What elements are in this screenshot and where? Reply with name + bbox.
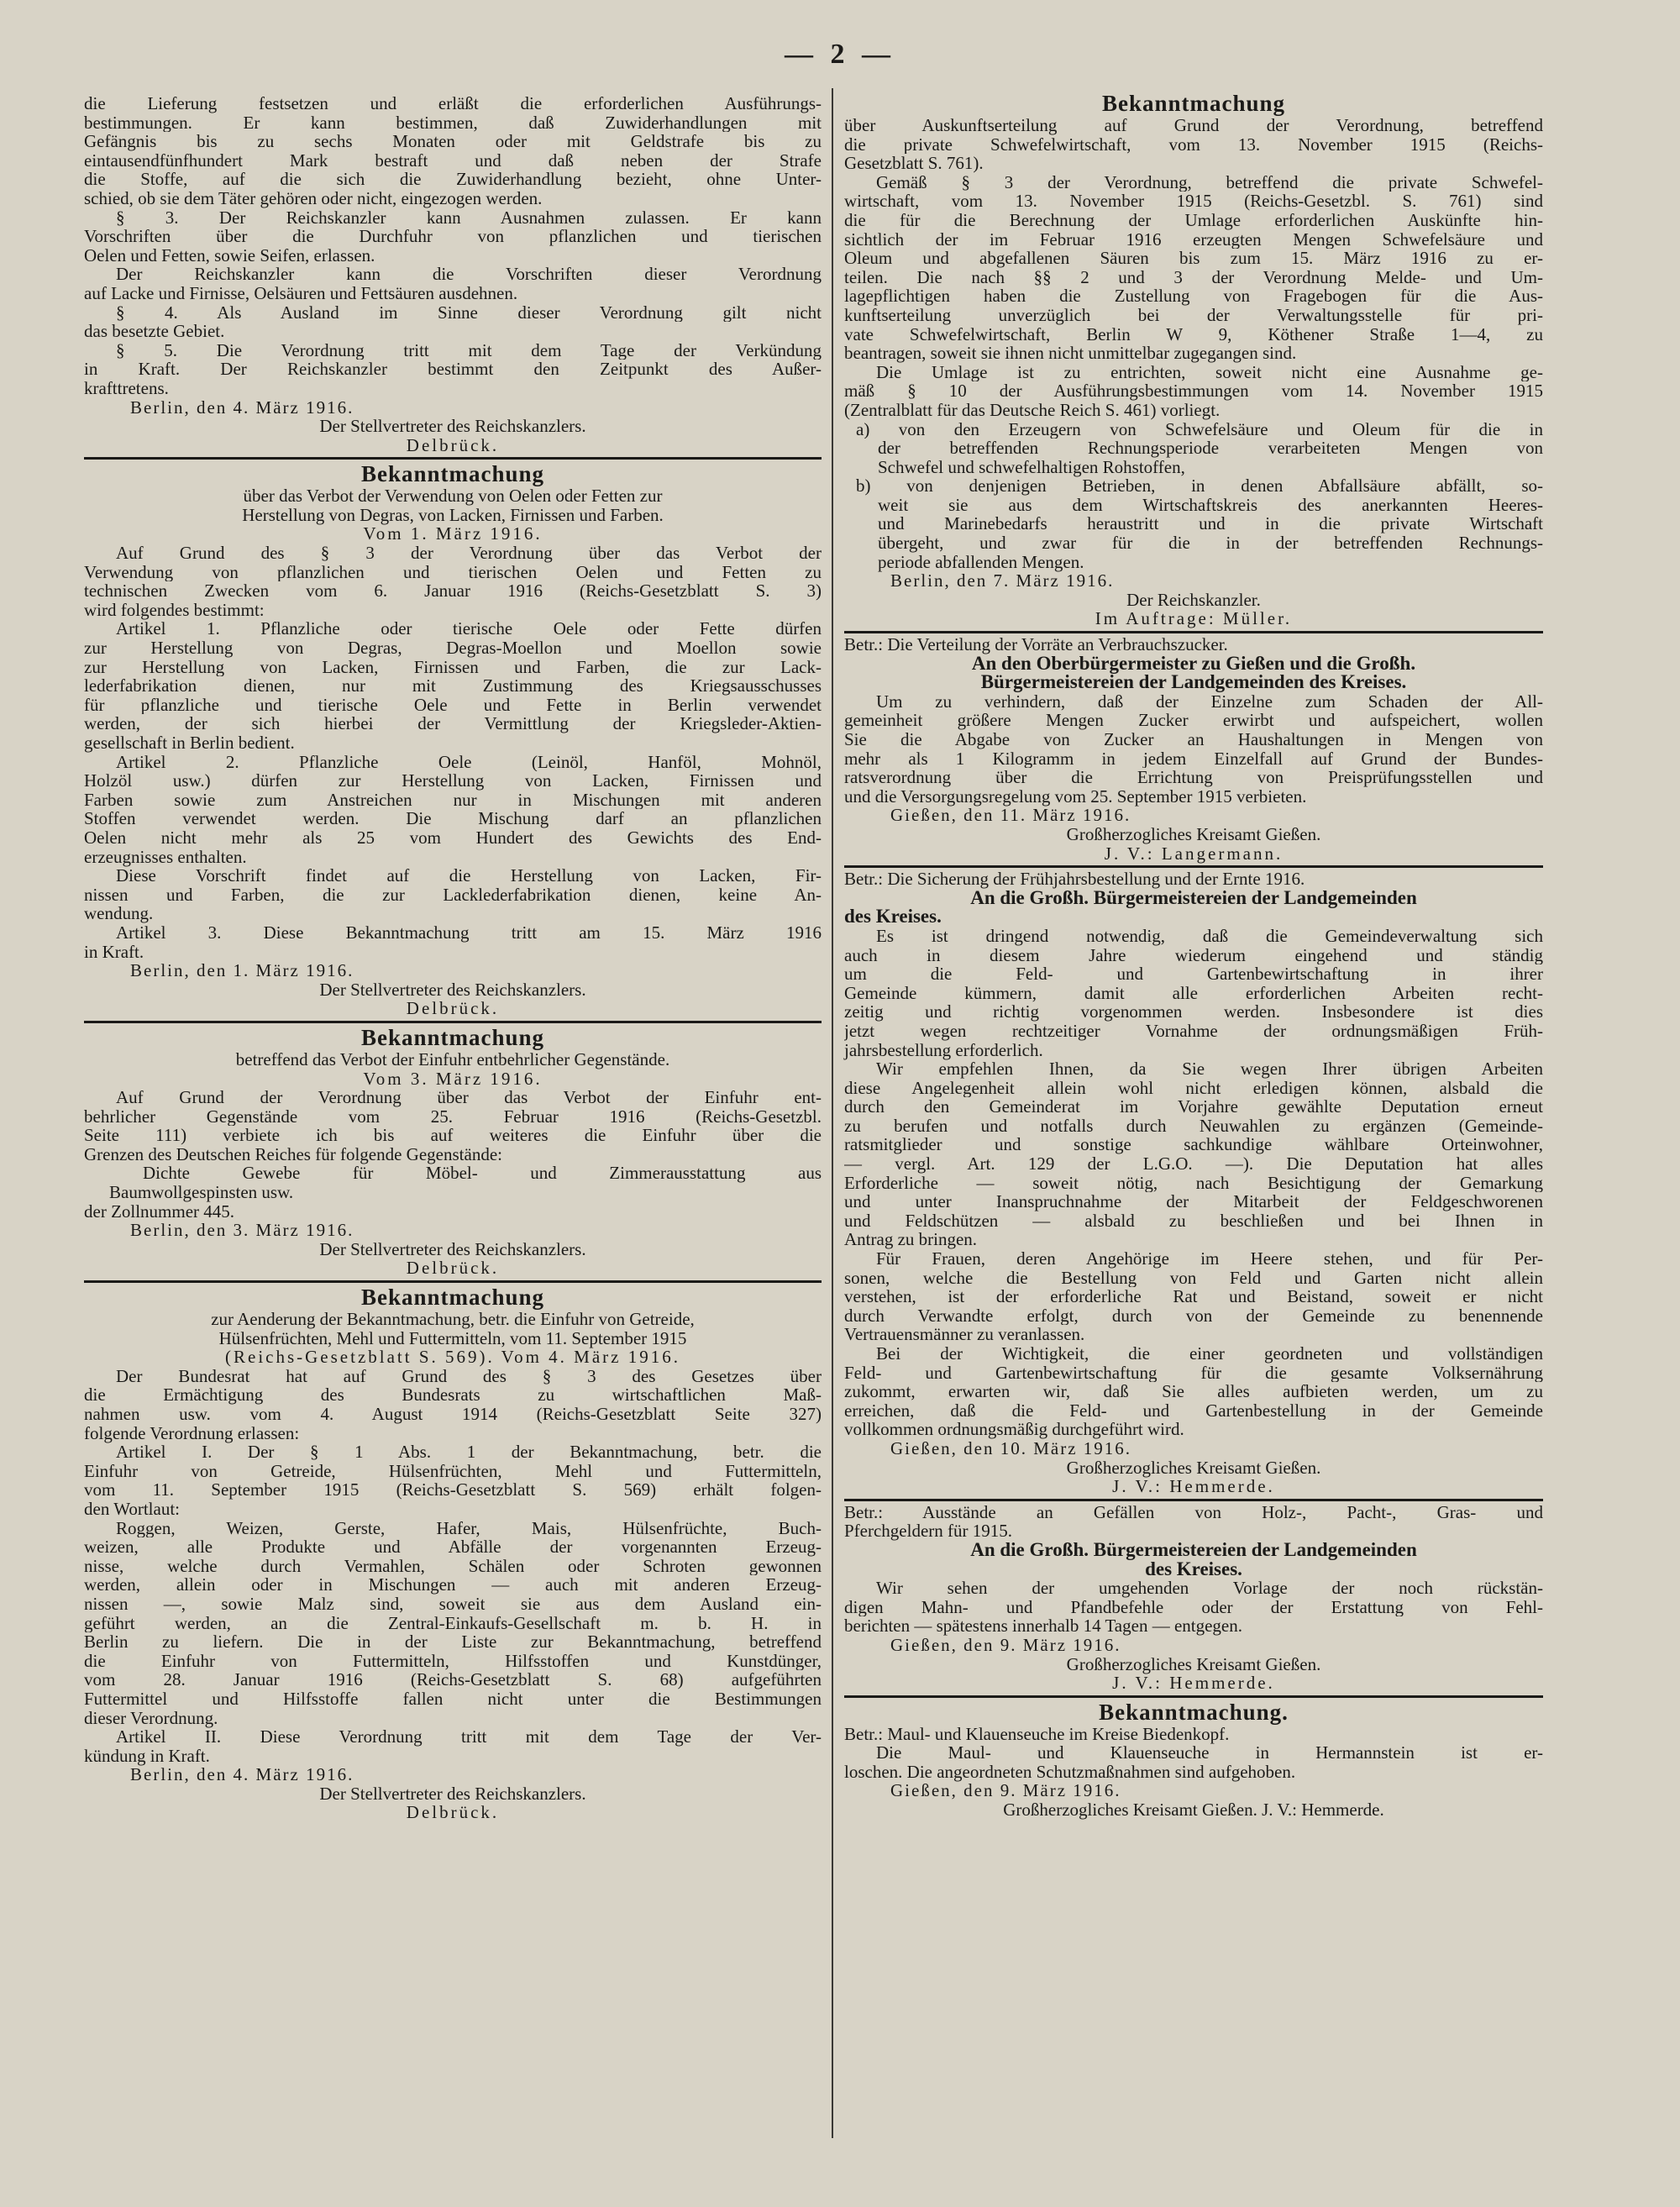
section-rule: [844, 1695, 1543, 1698]
text-line: lagepflichtigen haben die Zustellung von Fragebogen für die Aus-: [844, 286, 1543, 306]
text-line: Diese Vorschrift findet auf die Herstellung von Lacken, Fir-: [116, 866, 822, 885]
paragraph: [844, 927, 1543, 1059]
text-line: Artikel I. Der § 1 Abs. 1 der Bekanntmachung, betr. die: [116, 1442, 822, 1462]
text-line: Bei der Wichtigkeit, die einer geordneten und vollständigen: [876, 1344, 1543, 1364]
text-line: Sie die Abgabe von Zucker an Haushaltungen in Mengen von: [844, 730, 1543, 749]
text-line: vate Schwefelwirtschaft, Berlin W 9, Köthener Straße 1—4, zu: [844, 324, 1543, 344]
paragraph: [84, 208, 822, 265]
text-line: durch den Gemeinderat im Vorjahre gewählte Deputation erneut: [844, 1097, 1543, 1117]
text-line: wendung.: [84, 903, 154, 924]
text-line: Farben sowie zum Anstreichen nur in Mischungen mit anderen: [84, 790, 822, 810]
text-line: ratsmitglieder und sonstige sachkundige wählbare Orteinwohner,: [844, 1135, 1543, 1155]
text-line: in Kraft.: [84, 941, 144, 962]
text-line: die Einfuhr von Futtermitteln, Hilfsstoffen und Kunstdünger,: [84, 1651, 822, 1671]
text-line: b) von denjenigen Betrieben, in denen Abfallsäure abfällt, so-: [856, 476, 1543, 496]
subject-line: [844, 635, 1543, 654]
text-line: Wir empfehlen Ihnen, da Sie wegen Ihrer übrigen Arbeiten: [876, 1059, 1543, 1079]
text-line: (Zentralblatt für das Deutsche Reich S. 461) vorliegt.: [844, 399, 1221, 420]
text-line: Delbrück.: [406, 998, 500, 1019]
text-line: um die Feld- und Gartenbewirtschaftung in ihrer: [844, 964, 1543, 984]
addressee-heading: [844, 907, 1543, 927]
text-line: dieser Verordnung.: [84, 1707, 218, 1728]
text-line: An die Großh. Bürgermeistereien der Landgemeinden: [970, 1538, 1417, 1560]
paragraph: [84, 866, 822, 923]
right-column: [844, 91, 1543, 1820]
text-line: den Wortlaut:: [84, 1498, 180, 1519]
place-date-line: [844, 806, 1543, 825]
text-line: Der Stellvertreter des Reichskanzlers.: [319, 979, 586, 1000]
text-line: diese Angelegenheit allein wohl nicht erledigen können, alsbald die: [844, 1078, 1543, 1098]
text-line: zur Herstellung von Lacken, Firnissen und Farben, die zur Lack-: [84, 657, 822, 677]
text-line: wird folgendes bestimmt:: [84, 599, 265, 620]
paragraph: [844, 1059, 1543, 1249]
text-line: loschen. Die angeordneten Schutzmaßnahmen sind aufgehoben.: [844, 1761, 1296, 1782]
text-line: Herstellung von Degras, von Lacken, Firnissen und Farben.: [242, 504, 664, 525]
text-line: berichten — spätestens innerhalb 14 Tagen — entgegen.: [844, 1616, 1242, 1637]
text-line: Berlin, den 4. März 1916.: [130, 397, 354, 418]
text-line: J. V.: Langermann.: [1104, 843, 1284, 864]
text-line: zukommt, erwarten wir, daß Sie alles aufbieten werden, um zu: [844, 1382, 1543, 1401]
text-line: Betr.: Die Verteilung der Vorräte an Verbrauchszucker.: [844, 634, 1228, 655]
text-line: Feld- und Gartenbewirtschaftung für die gesamte Volksernährung: [844, 1363, 1543, 1383]
text-line: lederfabrikation dienen, nur mit Zustimmung des Kriegsausschusses: [84, 676, 822, 696]
text-line: übergeht, und zwar für die in der betreffenden Rechnungs-: [878, 533, 1543, 553]
text-line: folgende Verordnung erlassen:: [84, 1422, 300, 1443]
place-date-line: [84, 398, 822, 418]
text-line: krafttretens.: [84, 377, 169, 398]
section-rule: [844, 1499, 1543, 1501]
text-line: über das Verbot der Verwendung von Oelen oder Fetten zur: [243, 486, 663, 507]
text-line: das besetzte Gebiet.: [84, 321, 225, 342]
text-line: die Lieferung festsetzen und erläßt die erforderlichen Ausführungs-: [84, 94, 822, 113]
text-line: und die Versorgungsregelung vom 25. September 1915 verbieten.: [844, 786, 1307, 807]
text-line: Bürgermeistereien der Landgemeinden des Kreises.: [980, 671, 1407, 693]
text-line: Stoffen verwendet werden. Die Mischung darf an pflanzlichen: [84, 809, 822, 828]
paragraph: [84, 265, 822, 302]
text-line: des Kreises.: [844, 906, 942, 927]
notice-heading: [84, 1285, 822, 1310]
paragraph: [84, 1164, 822, 1201]
text-line: und Marinebedarfs heraustritt und in die private Wirtschaft: [878, 514, 1543, 534]
paragraph: [844, 1344, 1543, 1439]
paragraph: [844, 692, 1543, 807]
place-date-line: [84, 1765, 822, 1784]
text-line: vollkommen ordnungsmäßig durchgeführt wird.: [844, 1419, 1184, 1440]
subject-line: [844, 870, 1543, 889]
text-line: Der Stellvertreter des Reichskanzlers.: [319, 1783, 586, 1804]
text-line: wirtschaft, vom 13. November 1915 (Reichs-Gesetzbl. S. 761) sind: [844, 192, 1543, 211]
paragraph: [844, 363, 1543, 420]
centered-text: [844, 591, 1543, 628]
text-line: sichtlich der im Februar 1916 erzeugten Mengen Schwefelsäure und: [844, 229, 1543, 250]
text-line: a) von den Erzeugern von Schwefelsäure und Oleum für die in: [856, 419, 1543, 439]
text-line: Gesetzblatt S. 761).: [844, 153, 984, 174]
text-line: weit sie aus dem Wirtschaftskreis des anerkannten Heeres-: [878, 495, 1543, 515]
text-line: periode abfallenden Mengen.: [878, 551, 1084, 572]
text-line: jetzt wegen rechtzeitiger Vornahme der ordnungsmäßigen Früh-: [844, 1021, 1543, 1041]
paragraph: [84, 341, 822, 398]
text-line: erreichen, daß die Feld- und Gartenbestellung in der Gemeinde: [844, 1400, 1543, 1421]
text-line: Die Umlage ist zu entrichten, soweit nicht eine Ausnahme ge-: [876, 362, 1543, 382]
text-line: betreffend das Verbot der Einfuhr entbehrlicher Gegenstände.: [235, 1048, 670, 1069]
text-line: An den Oberbürgermeister zu Gießen und die Großh.: [971, 652, 1416, 674]
text-line: behrlicher Gegenstände vom 25. Februar 1916 (Reichs-Gesetzbl.: [84, 1106, 822, 1127]
text-line: teilen. Die nach §§ 2 und 3 der Verordnung Melde- und Um-: [844, 267, 1543, 287]
text-line: J. V.: Hemmerde.: [1112, 1673, 1275, 1694]
text-line: Delbrück.: [406, 1802, 500, 1823]
text-line: Verwendung von pflanzlichen und tierischen Oelen und Fetten zu: [84, 562, 822, 582]
text-line: zur Herstellung von Degras, Degras-Moellon und Moellon sowie: [84, 638, 822, 658]
text-line: Der Bundesrat hat auf Grund des § 3 des Gesetzes über: [116, 1366, 822, 1386]
text-line: Delbrück.: [406, 434, 500, 455]
text-line: Vom 3. März 1916.: [363, 1068, 543, 1089]
place-date-line: [84, 961, 822, 980]
section-rule: [84, 1280, 822, 1283]
text-line: auch in diesem Jahre wiederum eingehend und ständig: [844, 945, 1543, 965]
text-line: An die Großh. Bürgermeistereien der Landgemeinden: [970, 886, 1417, 908]
text-line: Artikel 2. Pflanzliche Oele (Leinöl, Hanföl, Mohnöl,: [116, 752, 822, 772]
text-line: mehr als 1 Kilogramm in jedem Einzelfall auf Grund der Bundes-: [844, 749, 1543, 769]
text-line: § 4. Als Ausland im Sinne dieser Verordnung gilt nicht: [116, 302, 822, 323]
text-line: gemeinheit größere Mengen Zucker erwirbt und aufspeichert, wollen: [844, 711, 1543, 730]
text-line: § 5. Die Verordnung tritt mit dem Tage der Verkündung: [116, 340, 822, 360]
paragraph: [84, 619, 822, 752]
text-line: Gemeinde kümmern, damit alle erforderlichen Arbeiten recht-: [844, 983, 1543, 1003]
text-line: durch Verwandte erfolgt, durch von der Gemeinde zu benennende: [844, 1306, 1543, 1326]
text-line: Berlin zu liefern. Die in der Liste zur Bekanntmachung, betreffend: [84, 1632, 822, 1652]
text-line: kündung in Kraft.: [84, 1745, 210, 1766]
text-line: Artikel II. Diese Verordnung tritt mit dem Tage der Ver-: [116, 1727, 822, 1747]
text-line: Betr.: Ausstände an Gefällen von Holz-, Pacht-, Gras- und: [844, 1502, 1543, 1522]
text-line: verstehen, ist der erforderliche Rat und Beistand, soweit er nicht: [844, 1287, 1543, 1306]
paragraph: [844, 1249, 1543, 1344]
text-line: Großherzogliches Kreisamt Gießen.: [1066, 823, 1321, 844]
text-line: Roggen, Weizen, Gerste, Hafer, Mais, Hülsenfrüchte, Buch-: [116, 1518, 822, 1538]
text-line: Gemäß § 3 der Verordnung, betreffend die private Schwefel-: [876, 172, 1543, 192]
notice-heading: [84, 461, 822, 486]
centered-text: [84, 1310, 822, 1367]
text-line: Hülsenfrüchten, Mehl und Futtermitteln, vom 11. September 1915: [218, 1327, 687, 1348]
text-line: Artikel 3. Diese Bekanntmachung tritt am 15. März 1916: [116, 922, 822, 943]
text-line: Dichte Gewebe für Möbel- und Zimmerausstattung aus: [143, 1164, 822, 1184]
text-line: geführt werden, an die Zentral-Einkaufs-Gesellschaft m. b. H. in: [84, 1613, 822, 1633]
text-line: der betreffenden Rechnungsperiode verarbeiteten Mengen von: [878, 439, 1543, 458]
text-line: Gefängnis bis zu sechs Monaten oder mit Geldstrafe bis zu: [84, 132, 822, 151]
text-line: auf Lacke und Firnisse, Oelsäuren und Fettsäuren ausdehnen.: [84, 282, 518, 303]
paragraph: [84, 753, 822, 867]
text-line: in Kraft. Der Reichskanzler bestimmt den Zeitpunkt des Außer-: [84, 360, 822, 379]
list-item: [844, 476, 1543, 571]
paragraph: [844, 116, 1543, 173]
text-line: die Stoffe, auf die sich die Zuwiderhandlung bezieht, ohne Unter-: [84, 170, 822, 189]
text-line: Delbrück.: [406, 1258, 500, 1279]
text-line: über Auskunftserteilung auf Grund der Verordnung, betreffend: [844, 116, 1543, 135]
text-line: und Feldschützen — alsbald zu beschließen und bei Ihnen in: [844, 1211, 1543, 1231]
section-rule: [84, 1021, 822, 1023]
page-number: — 2 —: [785, 39, 895, 70]
text-line: Einfuhr von Getreide, Hülsenfrüchten, Mehl und Futtermitteln,: [84, 1461, 822, 1481]
place-date-line: [844, 571, 1543, 591]
text-line: Futtermittel und Hilfsstoffe fallen nicht unter die Bestimmungen: [84, 1689, 822, 1709]
centered-text: [84, 1784, 822, 1822]
text-line: Pferchgeldern für 1915.: [844, 1521, 1013, 1542]
centered-text: [84, 417, 822, 455]
text-line: schied, ob sie dem Täter gehören oder nicht, eingezogen werden.: [84, 187, 543, 208]
text-line: Berlin, den 7. März 1916.: [890, 570, 1115, 591]
centered-text: [84, 980, 822, 1018]
text-line: Für Frauen, deren Angehörige im Heere stehen, und für Per-: [876, 1249, 1543, 1269]
text-line: Betr.: Maul- und Klauenseuche im Kreise Biedenkopf.: [844, 1723, 1230, 1744]
text-line: Holzöl usw.) dürfen zur Herstellung von Lacken, Firnissen und: [84, 771, 822, 791]
text-line: Die Maul- und Klauenseuche in Hermannstein ist er-: [876, 1743, 1543, 1763]
text-line: Bekanntmachung: [360, 461, 545, 487]
text-line: die private Schwefelwirtschaft, vom 13. November 1915 (Reichs-: [844, 134, 1543, 155]
paragraph: [84, 923, 822, 961]
text-line: Um zu verhindern, daß der Einzelne zum Schaden der All-: [876, 691, 1543, 712]
text-line: nisse, welche durch Vermahlen, Schälen oder Schroten gewonnen: [84, 1556, 822, 1576]
text-line: Bekanntmachung: [1101, 91, 1286, 116]
text-line: erzeugnisses enthalten.: [84, 846, 247, 867]
text-line: werden, allein oder in Mischungen — auch mit anderen Erzeug-: [84, 1575, 822, 1595]
paragraph: [844, 173, 1543, 363]
centered-text: [84, 1240, 822, 1278]
text-line: mäß § 10 der Ausführungsbestimmungen vom 14. November 1915: [844, 381, 1543, 401]
text-line: Gießen, den 11. März 1916.: [890, 805, 1131, 826]
text-line: Vertrauensmänner zu veranlassen.: [844, 1324, 1085, 1345]
text-line: nahmen usw. vom 4. August 1914 (Reichs-Gesetzblatt Seite 327): [84, 1405, 822, 1424]
text-line: gesellschaft in Berlin bedient.: [84, 733, 295, 753]
text-line: Es ist dringend notwendig, daß die Gemeindeverwaltung sich: [876, 926, 1543, 946]
text-line: Oelen und Fetten, sowie Seifen, erlassen.: [84, 244, 375, 265]
text-line: Gießen, den 9. März 1916.: [890, 1634, 1121, 1655]
centered-text: [84, 1050, 822, 1088]
place-date-line: [844, 1439, 1543, 1458]
text-line: Im Auftrage: Müller.: [1095, 608, 1293, 629]
text-line: Gießen, den 10. März 1916.: [890, 1437, 1132, 1458]
text-line: Bekanntmachung: [360, 1024, 545, 1050]
text-line: Erforderliche — soweit nötig, nach Besichtigung der Gemarkung: [844, 1173, 1543, 1193]
text-line: Großherzogliches Kreisamt Gießen. J. V.: Hemmerde.: [1003, 1800, 1384, 1821]
text-line: technischen Zwecken vom 6. Januar 1916 (Reichs-Gesetzblatt S. 3): [84, 581, 822, 601]
text-line: Großherzogliches Kreisamt Gießen.: [1066, 1653, 1321, 1674]
section-rule: [84, 457, 822, 460]
text-line: Der Stellvertreter des Reichskanzlers.: [319, 1238, 586, 1259]
text-line: Berlin, den 3. März 1916.: [130, 1220, 354, 1241]
centered-text: [844, 1655, 1543, 1693]
text-line: bestimmungen. Er kann bestimmen, daß Zuwiderhandlungen mit: [84, 113, 822, 133]
paragraph: [844, 1503, 1543, 1541]
text-line: ratsverordnung über die Errichtung von Preisprüfungsstellen und: [844, 768, 1543, 787]
text-line: zu berufen und notfalls durch Neuwahlen zu ergänzen (Gemeinde-: [844, 1116, 1543, 1136]
text-line: weizen, alle Produkte und Abfälle der vorgenannten Erzeug-: [84, 1537, 822, 1557]
text-line: nissen —, sowie Malz sind, soweit sie aus dem Ausland ein-: [84, 1594, 822, 1614]
text-line: § 3. Der Reichskanzler kann Ausnahmen zulassen. Er kann: [116, 208, 822, 228]
text-line: Antrag zu bringen.: [844, 1229, 978, 1250]
paragraph: [84, 303, 822, 341]
text-line: sonen, welche die Bestellung von Feld und Garten nicht allein: [844, 1268, 1543, 1288]
text-line: vom 28. Januar 1916 (Reichs-Gesetzblatt S. 68) aufgeführten: [84, 1670, 822, 1689]
paragraph: [84, 1202, 822, 1222]
text-line: Oelen nicht mehr als 25 vom Hundert des Gewichts des End-: [84, 828, 822, 848]
text-line: Baumwollgespinsten usw.: [109, 1182, 294, 1203]
text-line: Oleum und abgefallenen Säuren bis zum 15. März 1916 zu er-: [844, 249, 1543, 268]
text-line: Der Stellvertreter des Reichskanzlers.: [319, 416, 586, 437]
text-line: Seite 111) verbiete ich bis auf weiteres die Einfuhr über die: [84, 1126, 822, 1145]
text-line: Großherzogliches Kreisamt Gießen.: [1066, 1457, 1321, 1478]
text-line: Gießen, den 9. März 1916.: [890, 1780, 1121, 1801]
text-line: Schwefel und schwefelhaltigen Rohstoffen,: [878, 456, 1185, 477]
paragraph: [84, 94, 822, 208]
notice-heading: [844, 1700, 1543, 1725]
text-line: Der Reichskanzler.: [1126, 589, 1261, 610]
text-line: — vergl. Art. 129 der L.G.O. —). Die Deputation hat alles: [844, 1154, 1543, 1174]
text-line: Bekanntmachung.: [1099, 1699, 1289, 1725]
section-rule: [844, 631, 1543, 633]
text-line: Vom 1. März 1916.: [363, 523, 543, 544]
text-line: Auf Grund der Verordnung über das Verbot der Einfuhr ent-: [116, 1088, 822, 1107]
text-line: digen Mahn- und Pfandbefehle oder der Erstattung von Fehl-: [844, 1597, 1543, 1617]
paragraph: [84, 1088, 822, 1164]
text-line: vom 11. September 1915 (Reichs-Gesetzblatt S. 569) erhält folgen-: [84, 1480, 822, 1500]
paragraph: [844, 1743, 1543, 1781]
text-line: Grenzen des Deutschen Reiches für folgende Gegenstände:: [84, 1143, 502, 1164]
text-line: zeitig und richtig vorgenommen werden. Insbesondere ist dies: [844, 1002, 1543, 1022]
text-line: Auf Grund des § 3 der Verordnung über das Verbot der: [116, 544, 822, 563]
addressee-heading: [844, 654, 1543, 692]
centered-text: [844, 1458, 1543, 1496]
subject-line: [844, 1725, 1543, 1744]
addressee-heading: [844, 1538, 1543, 1579]
paragraph: [84, 544, 822, 619]
addressee-heading: [844, 886, 1543, 908]
paragraph: [844, 1579, 1543, 1636]
left-column: [84, 94, 822, 1822]
centered-text: [844, 1800, 1543, 1820]
text-line: eintausendfünfhundert Mark bestraft und daß neben der Strafe: [84, 150, 822, 171]
text-line: Vorschriften über die Durchfuhr von pflanzlichen und tierischen: [84, 227, 822, 246]
text-line: jahrsbestellung erforderlich.: [844, 1039, 1043, 1060]
place-date-line: [844, 1781, 1543, 1800]
text-line: zur Aenderung der Bekanntmachung, betr. die Einfuhr von Getreide,: [211, 1309, 695, 1330]
text-line: Wir sehen der umgehenden Vorlage der noch rückstän-: [876, 1579, 1543, 1598]
column-divider: [832, 88, 833, 2138]
text-line: Bekanntmachung: [360, 1285, 545, 1311]
notice-heading: [844, 91, 1543, 116]
list-item: [844, 420, 1543, 477]
paragraph: [84, 1519, 822, 1728]
text-line: (Reichs-Gesetzblatt S. 569). Vom 4. März 1916.: [225, 1347, 680, 1368]
text-line: und unter Inanspruchnahme der Mitarbeit der Feldgeschworenen: [844, 1192, 1543, 1211]
text-line: Berlin, den 1. März 1916.: [130, 960, 354, 981]
paragraph: [84, 1367, 822, 1442]
text-line: für pflanzliche und tierische Oele und Fette in Berlin verwendet: [84, 695, 822, 715]
section-rule: [844, 865, 1543, 868]
text-line: werden, der sich hierbei der Vermittlung der Kriegsleder-Aktien-: [84, 714, 822, 733]
text-line: Betr.: Die Sicherung der Frühjahrsbestellung und der Ernte 1916.: [844, 869, 1305, 890]
place-date-line: [844, 1636, 1543, 1655]
centered-text: [844, 825, 1543, 863]
text-line: des Kreises.: [1145, 1558, 1242, 1579]
text-line: der Zollnummer 445.: [84, 1201, 235, 1222]
text-line: Der Reichskanzler kann die Vorschriften dieser Verordnung: [116, 265, 822, 284]
text-line: Berlin, den 4. März 1916.: [130, 1764, 354, 1785]
place-date-line: [84, 1221, 822, 1240]
text-line: nissen und Farben, die zur Lacklederfabrikation dienen, keine An-: [84, 885, 822, 905]
text-line: die Ermächtigung des Bundesrats zu wirtschaftlichen Maß-: [84, 1385, 822, 1405]
text-line: Artikel 1. Pflanzliche oder tierische Oele oder Fette dürfen: [116, 619, 822, 639]
text-line: kunftserteilung unverzüglich bei der Verwaltungsstelle für pri-: [844, 305, 1543, 325]
text-line: die für die Berechnung der Umlage erforderlichen Auskünfte hin-: [844, 210, 1543, 230]
paragraph: [84, 1442, 822, 1518]
centered-text: [84, 486, 822, 544]
notice-heading: [84, 1025, 822, 1050]
paragraph: [84, 1727, 822, 1765]
text-line: beantragen, soweit sie ihnen nicht unmittelbar zugegangen sind.: [844, 343, 1297, 364]
text-line: J. V.: Hemmerde.: [1112, 1476, 1275, 1497]
